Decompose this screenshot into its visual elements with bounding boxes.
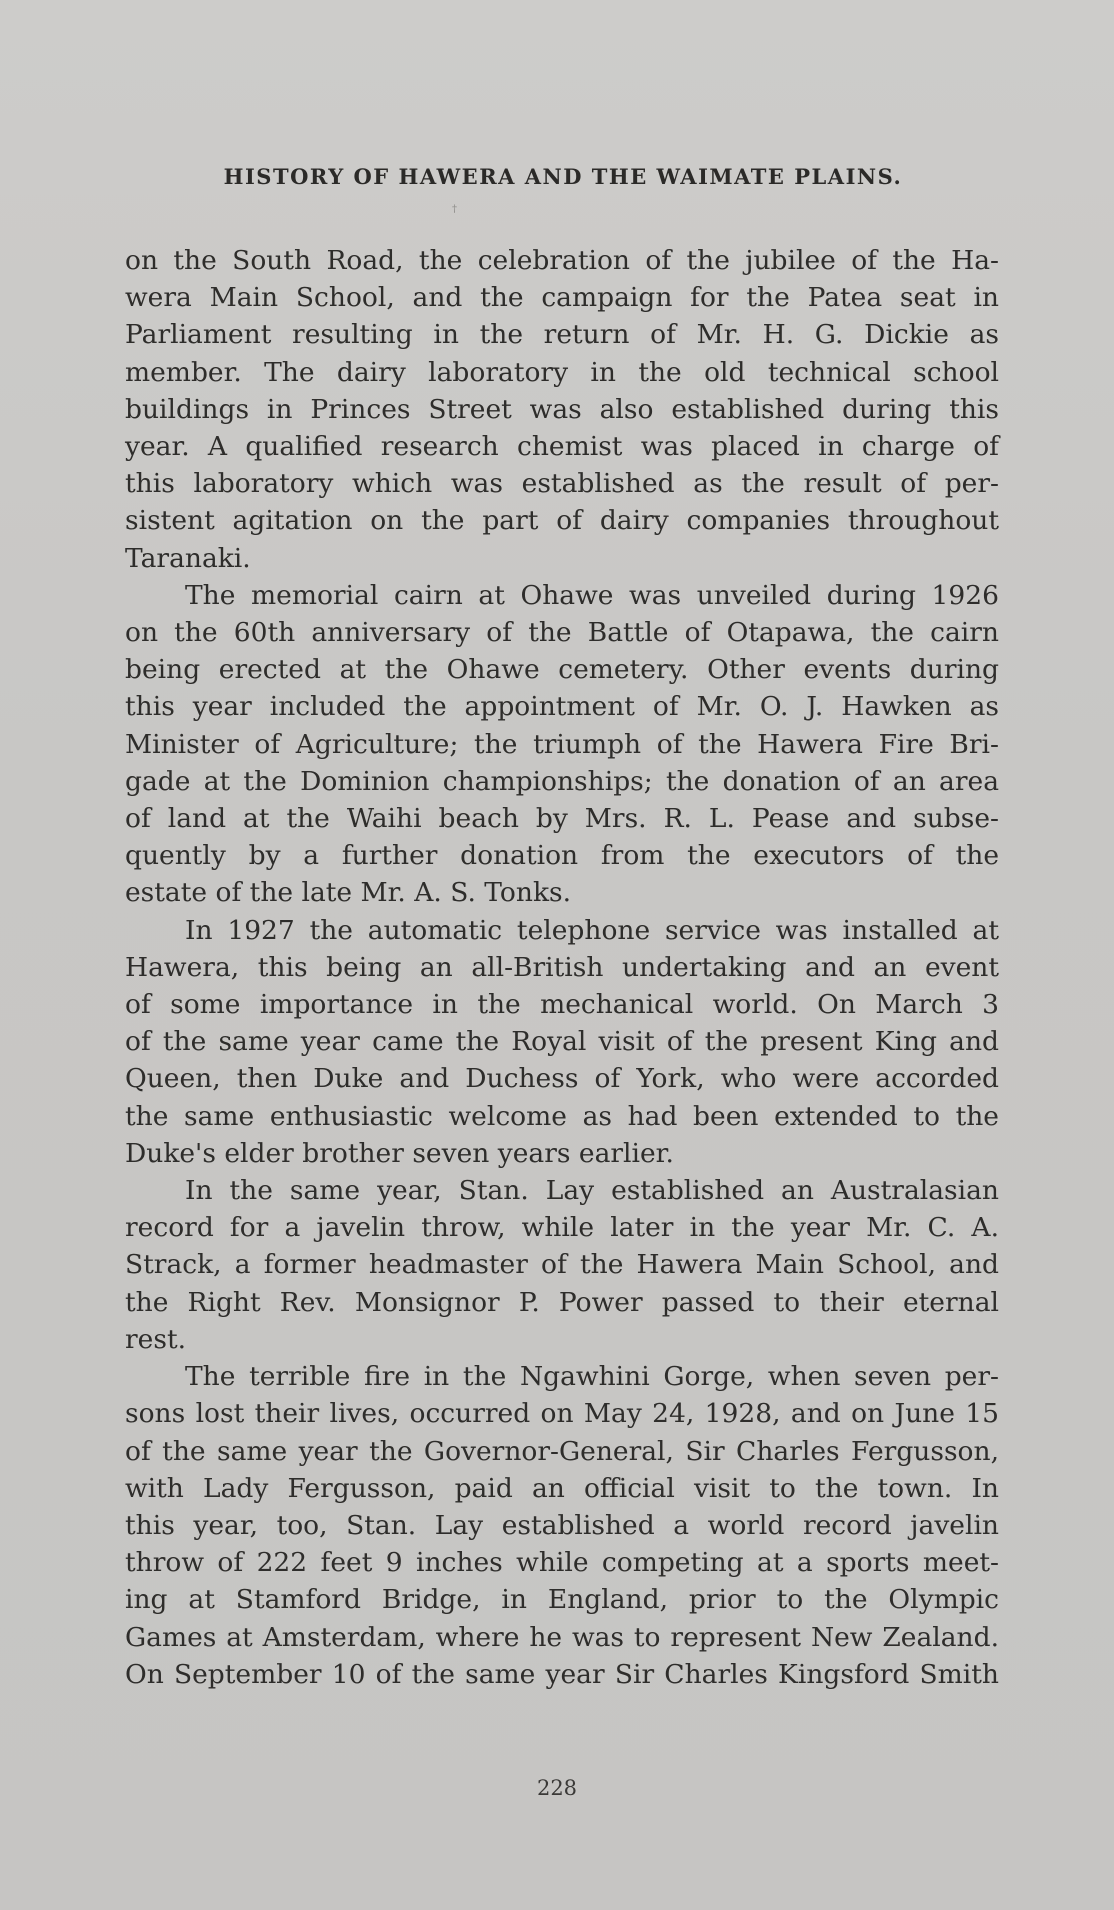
text-line: rest.	[125, 1323, 187, 1355]
text-line: on the South Road, the celebration of the jubilee of the Ha-	[125, 245, 999, 276]
text-line: Taranaki.	[125, 542, 251, 574]
text-line: Strack, a former headmaster of the Hawera Main School, and	[125, 1249, 999, 1281]
text-line: the Right Rev. Monsignor P. Power passed to their eternal	[125, 1286, 999, 1318]
text-line: throw of 222 feet 9 inches while competing at a sports meet-	[125, 1547, 999, 1579]
text-line: On September 10 of the same year Sir Charles Kingsford Smith	[125, 1658, 999, 1690]
text-line: of the same year came the Royal visit of the present King and	[125, 1026, 999, 1058]
text-line: being erected at the Ohawe cemetery. Other events during	[125, 654, 999, 686]
text-line: The memorial cairn at Ohawe was unveiled during 1926	[185, 579, 999, 611]
text-line: this year, too, Stan. Lay established a world record javelin	[125, 1509, 999, 1541]
text-line: The terrible fire in the Ngawhini Gorge, when seven per-	[185, 1361, 999, 1393]
body-text	[125, 242, 999, 1693]
text-line: ing at Stamford Bridge, in England, prior to the Olympic	[125, 1584, 999, 1616]
paragraph	[125, 242, 999, 577]
text-line: In the same year, Stan. Lay established an Australasian	[185, 1175, 999, 1207]
text-line: member. The dairy laboratory in the old technical school	[125, 356, 999, 388]
text-line: Parliament resulting in the return of Mr. H. G. Dickie as	[125, 319, 999, 351]
paragraph	[125, 912, 999, 1172]
text-line: on the 60th anniversary of the Battle of Otapawa, the cairn	[125, 617, 999, 649]
printer-mark: †	[452, 204, 457, 215]
text-line: record for a javelin throw, while later in the year Mr. C. A.	[125, 1212, 999, 1244]
text-line: of the same year the Governor-General, Sir Charles Fergusson,	[125, 1435, 999, 1467]
text-line: In 1927 the automatic telephone service was installed at	[185, 914, 999, 946]
text-line: of land at the Waihi beach by Mrs. R. L. Pease and subse-	[125, 803, 999, 835]
running-title: HISTORY OF HAWERA AND THE WAIMATE PLAINS.	[223, 164, 903, 189]
text-line: Games at Amsterdam, where he was to represent New Zealand.	[125, 1621, 999, 1653]
text-line: sistent agitation on the part of dairy companies throughout	[125, 505, 999, 537]
text-line: wera Main School, and the campaign for the Patea seat in	[125, 282, 999, 314]
text-line: with Lady Fergusson, paid an official visit to the town. In	[125, 1472, 999, 1504]
text-line: buildings in Princes Street was also established during this	[125, 393, 999, 425]
page-number: 228	[536, 1776, 578, 1800]
text-line: Queen, then Duke and Duchess of York, who were accorded	[125, 1063, 999, 1095]
text-line: of some importance in the mechanical world. On March 3	[125, 989, 999, 1021]
paragraph	[125, 577, 999, 912]
text-line: this laboratory which was established as the result of per-	[125, 468, 999, 500]
text-line: year. A qualified research chemist was placed in charge of	[125, 431, 999, 463]
text-line: Minister of Agriculture; the triumph of the Hawera Fire Bri-	[125, 728, 999, 760]
text-line: estate of the late Mr. A. S. Tonks.	[125, 877, 572, 909]
text-line: gade at the Dominion championships; the donation of an area	[125, 765, 999, 797]
text-line: Duke's elder brother seven years earlier.	[125, 1137, 674, 1169]
text-line: sons lost their lives, occurred on May 24, 1928, and on June 15	[125, 1398, 999, 1430]
text-line: quently by a further donation from the executors of the	[125, 840, 999, 872]
text-line: this year included the appointment of Mr. O. J. Hawken as	[125, 691, 999, 723]
text-line: Hawera, this being an all-British undertaking and an event	[125, 951, 999, 983]
text-line: the same enthusiastic welcome as had been extended to the	[125, 1100, 999, 1132]
paragraph	[125, 1358, 999, 1693]
paragraph	[125, 1172, 999, 1358]
